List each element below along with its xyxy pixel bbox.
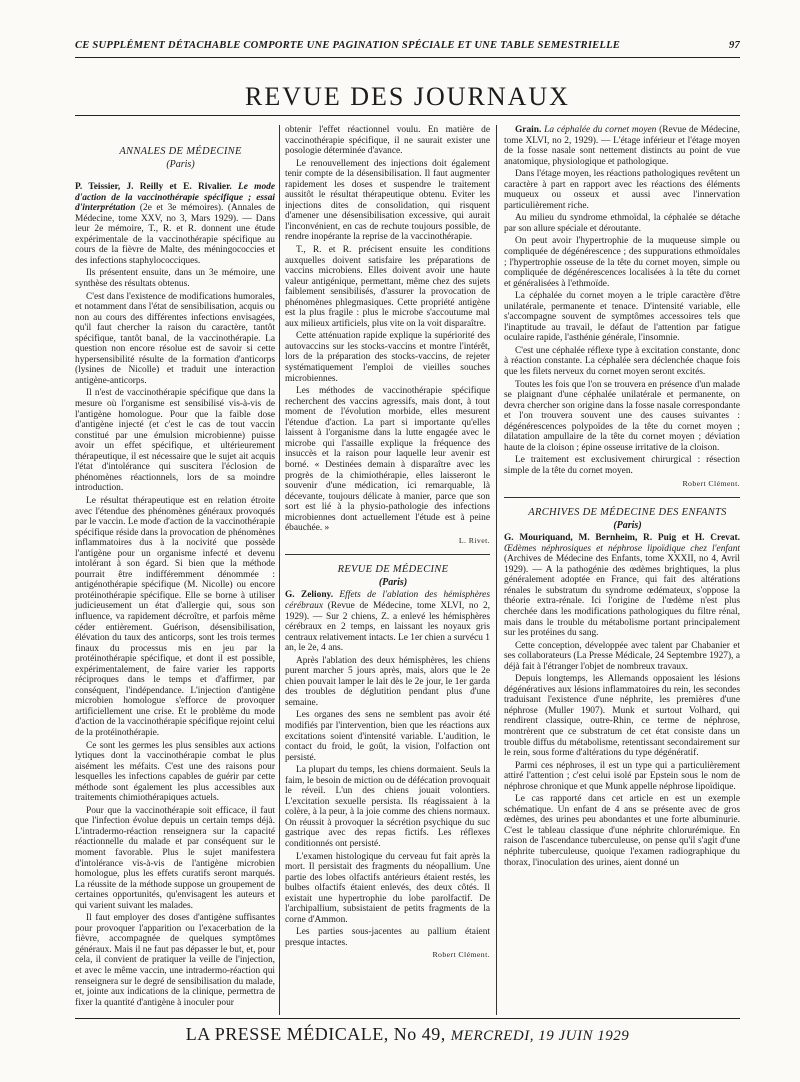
article-entry — [285, 590, 490, 653]
paragraph: Ils présentent ensuite, dans un 3e mémoire, une synthèse des résultats obtenus. — [75, 268, 275, 290]
article-title: Œdèmes néphrosiques et néphrose lipoïdique chez l'enfant — [504, 543, 740, 554]
section-divider — [504, 497, 740, 498]
article-citation: (2e et 3e mémoires). (Annales de Médecine, tome XXV, no 3, Mars 1929). — Dans leur 2e mémoire, T., R. et R. donnent une étude expérimentale de la vaccinothérapie spécifique au cours de la fièvre de Malte, des méningococcies et des infections staphylococciques. — [75, 203, 276, 266]
paragraph: Cette atténuation rapide explique la supériorité des autovaccins sur les stocks-vaccins et montre l'intérêt, lors de la préparation des stocks-vaccins, de rejeter systématiquement l'emploi de vieilles souches microbiennes. — [285, 331, 490, 384]
paragraph: Parmi ces néphroses, il est un type qui a particulièrement attiré l'attention ; c'est celui isolé par Epstein sous le nom de néphrose chronique et que Munk appelle néphrose lipoïdique. — [504, 760, 740, 792]
section-title: ANNALES DE MÉDECINE — [119, 146, 242, 157]
running-head — [75, 40, 740, 51]
paragraph: La plupart du temps, les chiens dormaient. Seuls la faim, le besoin de miction ou de défécation provoquait le réveil. L'un des chiens jouait volontiers. L'excitation sexuelle persista. Ils réagissaient à la colère, à la peur, à la joie comme des chiens normaux. On réussit à provoquer la sécrétion psychique du suc gastrique avec des repas fictifs. Les réflexes conditionnés ont persisté. — [285, 765, 490, 849]
article-entry — [504, 125, 740, 167]
paragraph: C'est dans l'existence de modifications humorales, et notamment dans l'état de sensibilisation, acquis ou non au cours des différentes infections envisagées, qu'il faut chercher la raison du caractère, tantôt spécifique, tantôt banal, de la vaccinothérapie. La question non encore résolue est de savoir si cette hypersensibilité résulte de la formation d'anticorps (lysines de Nicolle) et traduit une interaction antigène-anticorps. — [75, 291, 275, 386]
article-entry — [504, 533, 740, 638]
section-title: REVUE DE MÉDECINE — [337, 564, 449, 576]
paragraph: L'examen histologique du cerveau fut fait après la mort. Il persistait des fragments du néopallium. Une partie des lobes olfactifs antérieurs étaient restés, les bulbes olfactifs étaient enlevés, des deux côtés. Il existait une hypertrophie du lobe parolfactif. De l'archipallium, subsistaient de petits fragments de la corne d'Ammon. — [285, 851, 490, 925]
article-citation: (Revue de Médecine, tome XLVI, no 2, 1929). — L'étage inférieur et l'étage moyen de la fosse nasale sont nettement distincts au point de vue anatomique, physiologique et pathologique. — [504, 125, 741, 167]
paragraph: Cette conception, développée avec talent par Chabanier et ses collaborateurs (La Presse Médicale, 24 Septembre 1927), a déjà fait à l'étranger l'objet de nombreux travaux. — [504, 640, 740, 672]
paragraph: Le résultat thérapeutique est en relation étroite avec l'étendue des phénomènes généraux provoqués par le vaccin. Le mode d'action de la vaccinothérapie spécifique réside dans la provocation de phénomènes inflammatoires dus à la nocivité que possède l'antigène pour un organisme infecté et devenu intolérant à son égard. Si bien que la méthode pourrait être indifféremment dénommée : antigénothérapie spécifique (M. Nicolle) ou encore protéinothérapie spécifique. Elle se borne à utiliser judicieusement un état d'allergie qui, sous son influence, va rapidement décroître, et parfois même céder entièrement. Guérison, désensibilisation, élévation du taux des anticorps, sont les trois termes finaux du processus mis en jeu par la protéinothérapie spécifique, et dont il est possible, expérimentalement, de faire varier les rapports réciproques dans le temps et d'affirmer, par conséquent, l'indépendance. L'injection d'antigène microbien homologue s'efforce de provoquer artificiellement une crise. Et le problème du mode d'action de la vaccinothérapie spécifique rejoint celui de la protéinothérapie. — [75, 495, 275, 738]
running-head-text: CE SUPPLÉMENT DÉTACHABLE COMPORTE UNE PAGINATION SPÉCIALE ET UNE TABLE SEMESTRIELLE — [75, 40, 621, 51]
paragraph: Au milieu du syndrome ethmoïdal, la céphalée se détache par son allure spéciale et déroutante. — [504, 213, 740, 234]
paragraph: Le renouvellement des injections doit également tenir compte de la désensibilisation. Il faut augmenter rapidement les doses et suspendre le traitement aussitôt le résultat thérapeutique obtenu. Eviter les injections dites de consolidation, qui risquent d'amener une désensibilisation excessive, qui aurait l'inconvénient, en cas de rechute toujours possible, de rendre inopérante la reprise de la vaccinothérapie. — [285, 158, 490, 243]
paragraph: Après l'ablation des deux hémisphères, les chiens purent marcher 5 jours après, mais, alors que le 2e chien pouvait lamper le lait dès le 2e jour, le 1er garda des troubles de déglutition pendant plus d'une semaine. — [285, 655, 490, 708]
paragraph: Pour que la vaccinothérapie soit efficace, il faut que l'infection évolue depuis un certain temps déjà. L'intradermo-réaction renseignera sur la capacité réactionnelle du malade et par conséquent sur le moment favorable. Plus le sujet manifestera d'intolérance vis-à-vis de l'antigène microbien homologue, plus les effets curatifs seront marqués. La réussite de la méthode suppose un groupement de certaines opportunités, qu'envisagent les auteurs et qui varient suivant les malades. — [75, 805, 275, 911]
page-title: REVUE DES JOURNAUX — [245, 82, 570, 111]
paragraph: Il faut employer des doses d'antigène suffisantes pour provoquer l'apparition ou l'exacerbation de la fièvre, accompagnée de quelques symptômes généraux. Mais il ne faut pas dépasser le but, et, pour cela, il convient de pratiquer la veille de l'injection, et avec le même vaccin, une intradermo-réaction qui renseignera sur le degré de sensibilisation du malade, et, jointe aux indications de la clinique, permettra de fixer la quantité d'antigène à inoculer pour — [75, 913, 275, 1008]
paragraph: obtenir l'effet réactionnel voulu. En matière de vaccinothérapie spécifique, il ne saurait exister une posologie déterminée d'avance. — [285, 125, 490, 157]
article-title: Le mode d'action de la vaccinothérapie spécifique ; essai d'interprétation — [75, 182, 276, 214]
column-separator — [496, 125, 497, 1015]
paragraph: C'est une céphalée réflexe type à excitation constante, donc à réaction constante. La céphalée sera déclenchée chaque fois que les filets nerveux du cornet moyen seront excités. — [504, 345, 740, 378]
paragraph: Depuis longtemps, les Allemands opposaient les lésions dégénératives aux lésions inflammatoires du rein, les secondes traduisant l'existence d'une néphrite, les premières d'une néphrose (Muller 1907). Munk et surtout Volhard, qui rendirent classique, outre-Rhin, ce terme de néphrose, montrèrent que ce substratum de cet état consiste dans un trouble diffus du métabolisme, retentissant secondairement sur le rein, sous forme d'altérations du type dégénératif. — [504, 674, 740, 759]
section-place: (Paris) — [378, 576, 408, 588]
paragraph: Le cas rapporté dans cet article en est un exemple schématique. Un enfant de 4 ans se présente avec de gros œdèmes, des urines peu abondantes et une forte albuminurie. C'est le tableau classique d'une néphrite chlorurémique. En raison de l'ascendance tuberculeuse, on pense qu'il s'agit d'une néphrite tuberculeuse, quoique l'examen radiographique du thorax, l'inoculation des urines, aient donné un — [504, 794, 740, 868]
paragraph: Le traitement est exclusivement chirurgical : résection simple de la tête du cornet moyen. — [504, 455, 740, 476]
paragraph: Les parties sous-jacentes au pallium étaient presque intactes. — [285, 927, 490, 948]
paragraph: La céphalée du cornet moyen a le triple caractère d'être unilatérale, permanente et tenace. D'intensité variable, elle s'accompagne souvent de symptômes accessoires tels que l'inaptitude au travail, le défaut de l'attention par fatigue oculaire rapide, l'asthénie générale, l'insomnie. — [504, 291, 740, 344]
signature: Robert Clément. — [682, 478, 740, 488]
paragraph: Dans l'étage moyen, les réactions pathologiques revêtent un caractère à part en rapport avec les réactions des éléments muqueux ou osseux et aussi avec l'innervation particulièrement riche. — [504, 169, 740, 211]
paragraph: Les organes des sens ne semblent pas avoir été modifiés par l'intervention, bien que les réactions aux excitations soient d'intensité variable. L'audition, le contact du froid, le goût, la vision, l'olfaction ont persisté. — [285, 710, 490, 763]
signature: Robert Clément. — [432, 950, 490, 960]
article-authors: G. Mouriquand, M. Bernheim, R. Puig et H. Crevat. — [504, 533, 740, 544]
section-divider — [285, 554, 490, 555]
article-title: Effets de l'ablation des hémisphères cérébraux — [285, 590, 490, 611]
column-1 — [75, 125, 275, 1010]
paragraph: Il n'est de vaccinothérapie spécifique que dans la mesure où l'organisme est sensibilisé vis-à-vis de l'antigène homologue. Pour que la faible dose d'antigène injecté (et c'est le cas de tout vaccin constitué par une émulsion microbienne) puisse avoir un effet spécifique, et ultérieurement thérapeutique, il est nécessaire que le sujet ait acquis l'état d'intolérance qui suscitera l'éclosion de phénomènes réactionnels, lors de sa moindre introduction. — [75, 388, 275, 494]
header-rule-bottom — [75, 115, 740, 116]
article-citation: (Archives de Médecine des Enfants, tome XXXII, no 4, Avril 1929). — A la pathogénie des œdèmes brightiques, la plus généralement adoptée en France, qui fait des altérations rénales le substratum du syndrome œdémateux, s'oppose la théorie extra-rénale. Ici l'origine de l'œdème n'est plus cherchée dans les modifications pathologiques du filtre rénal, mais dans le trouble du métabolisme portant principalement sur les protéines du sang. — [504, 554, 740, 639]
page-number: 97 — [729, 40, 740, 51]
footer-rule — [75, 1018, 740, 1019]
article-authors: P. Teissier, J. Reilly et E. Rivalier. — [75, 182, 232, 193]
paragraph: T., R. et R. précisent ensuite les conditions auxquelles doivent satisfaire les préparations de vaccins microbiens. Elles doivent avoir une haute valeur antigénique, permettant, même chez des sujets faiblement sensibilisés, d'assurer la provocation de phénomènes phlegmasiques. Cette propriété antigène est la plus fragile : plus le microbe s'accoutume mal aux milieux artificiels, plus vite on la voit disparaître. — [285, 245, 490, 329]
column-separator — [279, 125, 280, 1015]
article-title: La céphalée du cornet moyen — [544, 125, 657, 135]
article-authors: G. Zeliony. — [285, 590, 334, 601]
paragraph: Ce sont les germes les plus sensibles aux actions lytiques dont la vaccinothérapie combat le plus aisément les méfaits. C'est une des raisons pour lesquelles les infections capables de guérir par cette méthode sont également les plus accessibles aux traitements chimiothérapiques actuels. — [75, 740, 275, 804]
section-title: ARCHIVES DE MÉDECINE DES ENFANTS — [528, 507, 727, 519]
article-authors: Grain. — [515, 125, 542, 135]
article-citation: (Revue de Médecine, tome XLVI, no 2, 1929). — Sur 2 chiens, Z. a enlevé les hémisphères cérébraux en 2 temps, en laissant les noyaux gris centraux relativement intacts. Le 1er chien a survécu 1 an, le 2e, 4 ans. — [285, 600, 491, 654]
footer-publication: LA PRESSE MÉDICALE, No 49, — [185, 1024, 446, 1044]
header-rule-top — [75, 57, 740, 58]
article-entry — [75, 182, 275, 266]
paragraph: Toutes les fois que l'on se trouvera en présence d'un malade se plaignant d'une céphalée unilatérale et permanente, on devra chercher son origine dans la fosse nasale correspondante et l'on trouvera souvent une des causes suivantes : dégénérescences polypoïdes de la tête du cornet moyen ; dilatation ampullaire de la tête du cornet moyen ; déviation haute de la cloison ; épine osseuse irritative de la cloison. — [504, 379, 740, 453]
page-footer — [75, 1024, 740, 1045]
section-place: (Paris) — [613, 519, 642, 531]
section-place: (Paris) — [166, 158, 195, 170]
footer-date: MERCREDI, 19 JUIN 1929 — [450, 1028, 630, 1044]
paragraph: Les méthodes de vaccinothérapie spécifique recherchent des vaccins agressifs, mais dont, à tout moment de l'évolution morbide, elles mesurent l'étendue d'action. La part si importante qu'elles laissent à l'organisme dans la lutte engagée avec le microbe qui l'assaille explique la fréquence des insuccès et la raison pour laquelle leur avenir est borné. « Destinées demain à disparaître avec les progrès de la chimiothérapie, elles laisseront le souvenir d'une médication, ici remarquable, là décevante, toujours délicate à manier, parce que son sort est lié à la physio-pathologie des infections microbiennes dont actuellement l'étude est à peine ébauchée. » — [285, 386, 490, 534]
column-3 — [504, 125, 740, 870]
column-2 — [285, 125, 490, 963]
paragraph: On peut avoir l'hypertrophie de la muqueuse simple ou compliquée de dégénérescence ; des suppurations ethmoïdales ; l'hypertrophie osseuse de la tête du cornet moyen, simple ou compliquée de dégénérescences localisées à la tête du cornet et généralisées à l'ethmoïde. — [504, 236, 740, 289]
signature: L. Rivet. — [458, 535, 490, 545]
